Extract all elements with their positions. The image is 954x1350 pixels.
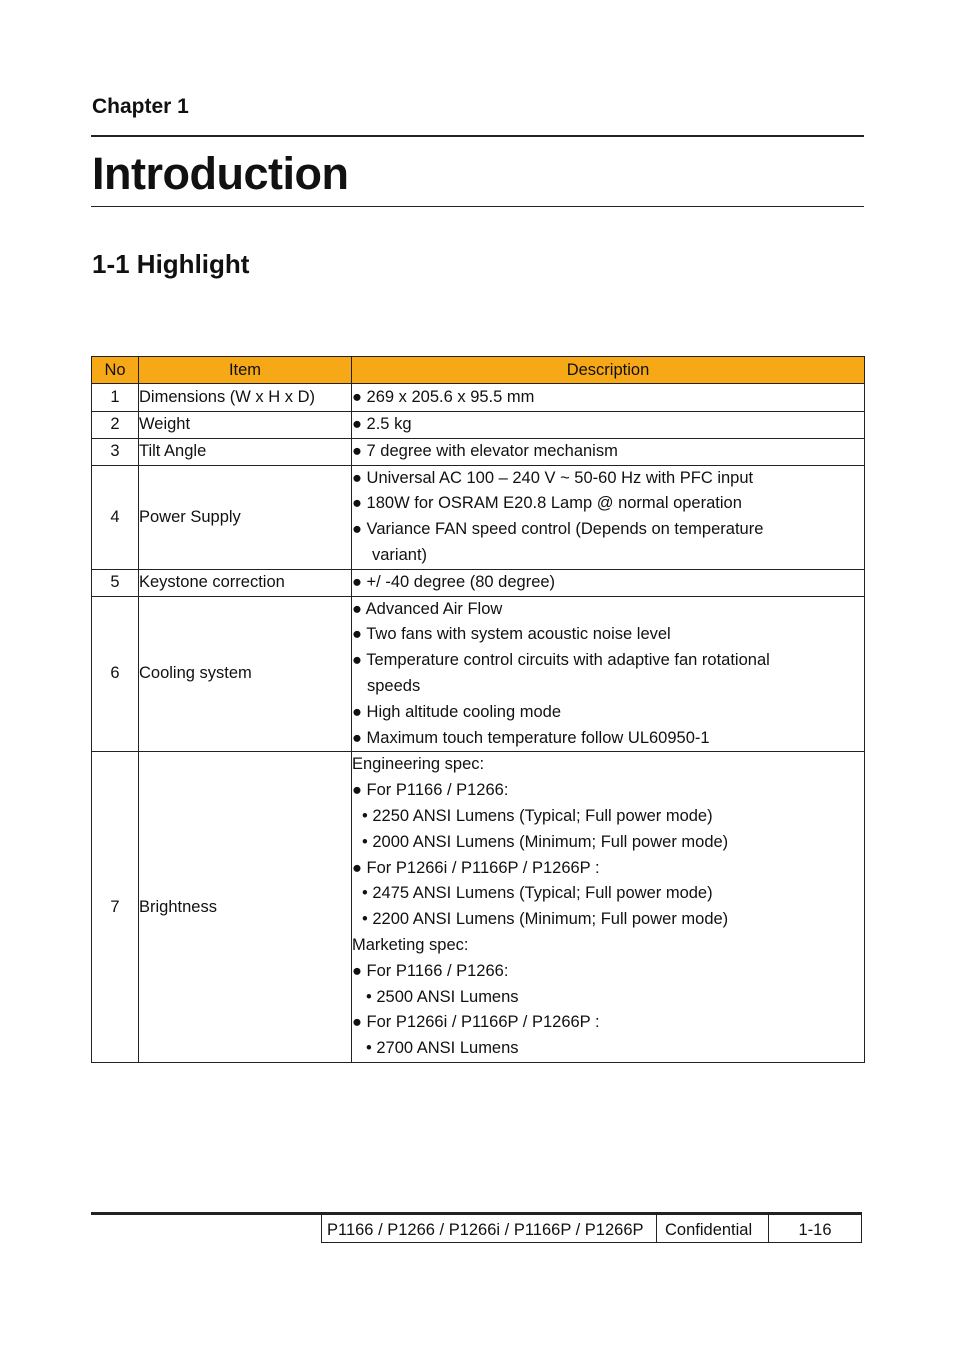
description-line: ● For P1266i / P1166P / P1266P :	[352, 1013, 600, 1032]
row-no: 1	[92, 384, 139, 412]
table-row	[92, 438, 865, 465]
description-line: ● For P1166 / P1266:	[352, 781, 509, 800]
description-line: variant)	[372, 545, 428, 564]
description-line: • 2700 ANSI Lumens	[366, 1039, 519, 1058]
row-item: Brightness	[139, 752, 352, 1063]
description-line: ● Advanced Air Flow	[352, 599, 503, 618]
table-row	[92, 752, 865, 1063]
description-line: Engineering spec:	[352, 755, 485, 774]
row-no: 7	[92, 752, 139, 1063]
highlight-table	[91, 356, 865, 1063]
description-line: Marketing spec:	[352, 935, 469, 954]
row-no: 5	[92, 569, 139, 596]
description-line: ● 2.5 kg	[352, 415, 412, 433]
description-line: ● 180W for OSRAM E20.8 Lamp @ normal operation	[352, 494, 742, 513]
top-divider	[91, 135, 864, 137]
table-row	[92, 596, 865, 752]
description-line: • 2475 ANSI Lumens (Typical; Full power mode)	[362, 884, 713, 903]
description-line: ● 7 degree with elevator mechanism	[352, 441, 618, 460]
row-no: 4	[92, 465, 139, 569]
description-line: • 2200 ANSI Lumens (Minimum; Full power mode)	[362, 910, 729, 929]
description-line: ● Two fans with system acoustic noise level	[352, 625, 671, 644]
row-description	[352, 438, 865, 465]
row-no: 2	[92, 412, 139, 439]
row-item: Dimensions (W x H x D)	[139, 384, 352, 412]
chapter-label: Chapter 1	[92, 95, 189, 118]
row-description	[352, 412, 865, 439]
footer-models: P1166 / P1266 / P1266i / P1166P / P1266P	[322, 1215, 657, 1242]
footer-confidential: Confidential	[657, 1215, 769, 1242]
row-no: 6	[92, 596, 139, 752]
table-row	[92, 465, 865, 569]
row-item: Cooling system	[139, 596, 352, 752]
description-line: • 2500 ANSI Lumens	[366, 987, 519, 1006]
row-description	[352, 569, 865, 596]
table-row	[92, 569, 865, 596]
table-row	[92, 412, 865, 439]
table-header-row	[92, 357, 865, 384]
row-item: Power Supply	[139, 465, 352, 569]
row-item: Keystone correction	[139, 569, 352, 596]
page-title: Introduction	[92, 148, 349, 199]
description-line: ● For P1266i / P1166P / P1266P :	[352, 858, 600, 877]
page-footer	[321, 1215, 862, 1243]
description-line: • 2250 ANSI Lumens (Typical; Full power mode)	[362, 806, 713, 825]
section-title: 1-1 Highlight	[92, 249, 250, 279]
description-line: speeds	[367, 676, 421, 695]
header-item: Item	[139, 357, 352, 384]
header-description: Description	[352, 357, 865, 384]
description-line: ● Variance FAN speed control (Depends on temperature	[352, 520, 764, 539]
row-no: 3	[92, 438, 139, 465]
row-description	[352, 596, 865, 752]
header-no: No	[92, 357, 139, 384]
description-line: ● +/ -40 degree (80 degree)	[352, 572, 556, 591]
row-description	[352, 752, 865, 1063]
row-description	[352, 465, 865, 569]
description-line: ● High altitude cooling mode	[352, 702, 562, 721]
title-divider	[91, 206, 864, 207]
row-description	[352, 384, 865, 412]
description-line: ● Temperature control circuits with adaptive fan rotational	[352, 651, 770, 670]
row-item: Weight	[139, 412, 352, 439]
description-line: ● Maximum touch temperature follow UL60950-1	[352, 728, 710, 747]
description-line: ● 269 x 205.6 x 95.5 mm	[352, 387, 535, 406]
table-row	[92, 384, 865, 412]
description-line: ● For P1166 / P1266:	[352, 961, 509, 980]
description-line: ● Universal AC 100 – 240 V ~ 50-60 Hz with PFC input	[352, 468, 754, 487]
description-line: • 2000 ANSI Lumens (Minimum; Full power mode)	[362, 832, 729, 851]
footer-page-number: 1-16	[798, 1221, 832, 1239]
row-item: Tilt Angle	[139, 438, 352, 465]
